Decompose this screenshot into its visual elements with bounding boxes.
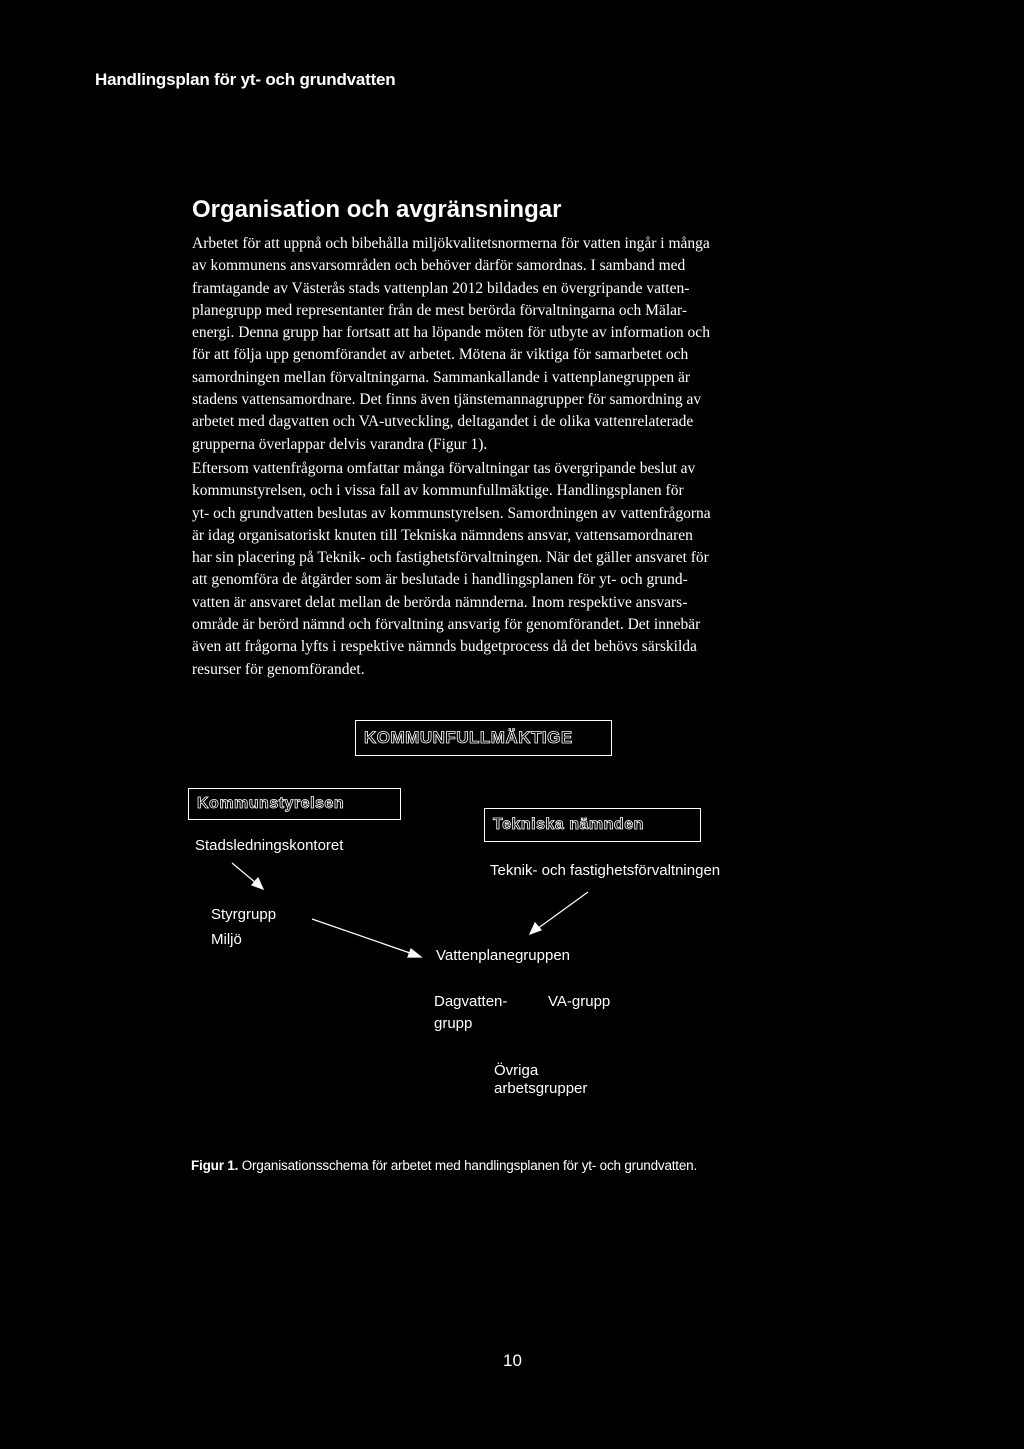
text-line: stadens vattensamordnare. Det finns även tjänstemannagrupper för samordning av <box>192 391 702 409</box>
section-title: Organisation och avgränsningar <box>192 196 562 223</box>
running-header: Handlingsplan för yt- och grundvatten <box>95 70 396 89</box>
tekniska-namnden-label: Tekniska nämnden <box>493 816 644 833</box>
text-line: område är berörd nämnd och förvaltning ansvarig för genomförandet. Det innebär <box>192 616 701 634</box>
figure-caption-text: Organisationsschema för arbetet med handlingsplanen för yt- och grundvatten. <box>238 1158 698 1173</box>
text-line: framtagande av Västerås stads vattenplan 2012 bildades en övergripande vatten- <box>192 279 690 297</box>
miljo-label: Miljö <box>211 931 242 948</box>
dagvattengrupp-label-line2: grupp <box>434 1015 473 1032</box>
text-line: planegrupp med representanter från de mest berörda förvaltningarna och Mälar- <box>192 301 688 319</box>
text-line: är idag organisatoriskt knuten till Tekniska nämndens ansvar, vattensamordnaren <box>192 526 693 544</box>
kommunfullmaktige-label: KOMMUNFULLMÄKTIGE <box>364 728 573 747</box>
text-line: kommunstyrelsen, och i vissa fall av kommunfullmäktige. Handlingsplanen för <box>192 482 684 500</box>
styrgrupp-label: Styrgrupp <box>211 906 277 923</box>
body-paragraph-1 <box>192 233 832 456</box>
kommunstyrelsen-label: Kommunstyrelsen <box>197 795 345 812</box>
text-line: yt- och grundvatten beslutas av kommunstyrelsen. Samordningen av vattenfrågorna <box>192 504 711 522</box>
va-grupp-label: VA-grupp <box>548 993 611 1010</box>
dagvattengrupp-label-line1: Dagvatten- <box>434 993 508 1010</box>
text-line: vatten är ansvaret delat mellan de berörda nämnderna. Inom respektive ansvars- <box>192 593 688 611</box>
body-paragraph-2 <box>192 458 832 681</box>
ovriga-arbetsgrupper-label-line1: Övriga <box>494 1062 539 1079</box>
vattenplanegruppen-label: Vattenplanegruppen <box>436 947 571 964</box>
figure-caption <box>191 1158 697 1173</box>
text-line: av kommunens ansvarsområden och behöver därför samordnas. I samband med <box>192 257 686 275</box>
text-line: att genomföra de åtgärder som är beslutade i handlingsplanen för yt- och grund- <box>192 571 688 589</box>
kommunfullmaktige-box <box>355 720 612 756</box>
organisation-diagram <box>0 700 1024 1180</box>
diagram-arrows <box>0 700 1024 1180</box>
text-line: grupperna överlappar delvis varandra (Figur 1). <box>192 435 488 453</box>
arrow-styrgrupp-vattenplanegruppen-icon <box>312 919 421 957</box>
teknik-forvaltningen-label: Teknik- och fastighetsförvaltningen <box>490 862 721 879</box>
arrow-forvaltningen-vattenplanegruppen-icon <box>530 892 588 934</box>
arrow-stadsledningskontoret-styrgrupp-icon <box>232 863 263 889</box>
kommunstyrelsen-box <box>188 788 401 820</box>
text-line: Arbetet för att uppnå och bibehålla miljökvalitetsnormerna för vatten ingår i många <box>192 235 710 252</box>
text-line: även att frågorna lyfts i respektive nämnds budgetprocess då det behövs särskilda <box>192 638 697 656</box>
text-line: för att följa upp genomförandet av arbetet. Mötena är viktiga för samarbetet och <box>192 346 689 364</box>
text-line: energi. Denna grupp har fortsatt att ha löpande möten för utbyte av information och <box>192 324 710 342</box>
page-number: 10 <box>503 1351 522 1370</box>
stadsledningskontoret-label: Stadsledningskontoret <box>195 837 344 854</box>
text-line: Eftersom vattenfrågorna omfattar många förvaltningar tas övergripande beslut av <box>192 460 696 477</box>
text-line: har sin placering på Teknik- och fastighetsförvaltningen. När det gäller ansvaret för <box>192 549 709 567</box>
text-line: resurser för genomförandet. <box>192 660 365 678</box>
ovriga-arbetsgrupper-label-line2: arbetsgrupper <box>494 1080 588 1097</box>
text-line: arbetet med dagvatten och VA-utveckling, deltagandet i de olika vattenrelaterade <box>192 413 694 431</box>
tekniska-namnden-box <box>484 808 701 842</box>
figure-caption-label: Figur 1. <box>191 1158 239 1173</box>
text-line: samordningen mellan förvaltningarna. Sammankallande i vattenplanegruppen är <box>192 368 690 386</box>
